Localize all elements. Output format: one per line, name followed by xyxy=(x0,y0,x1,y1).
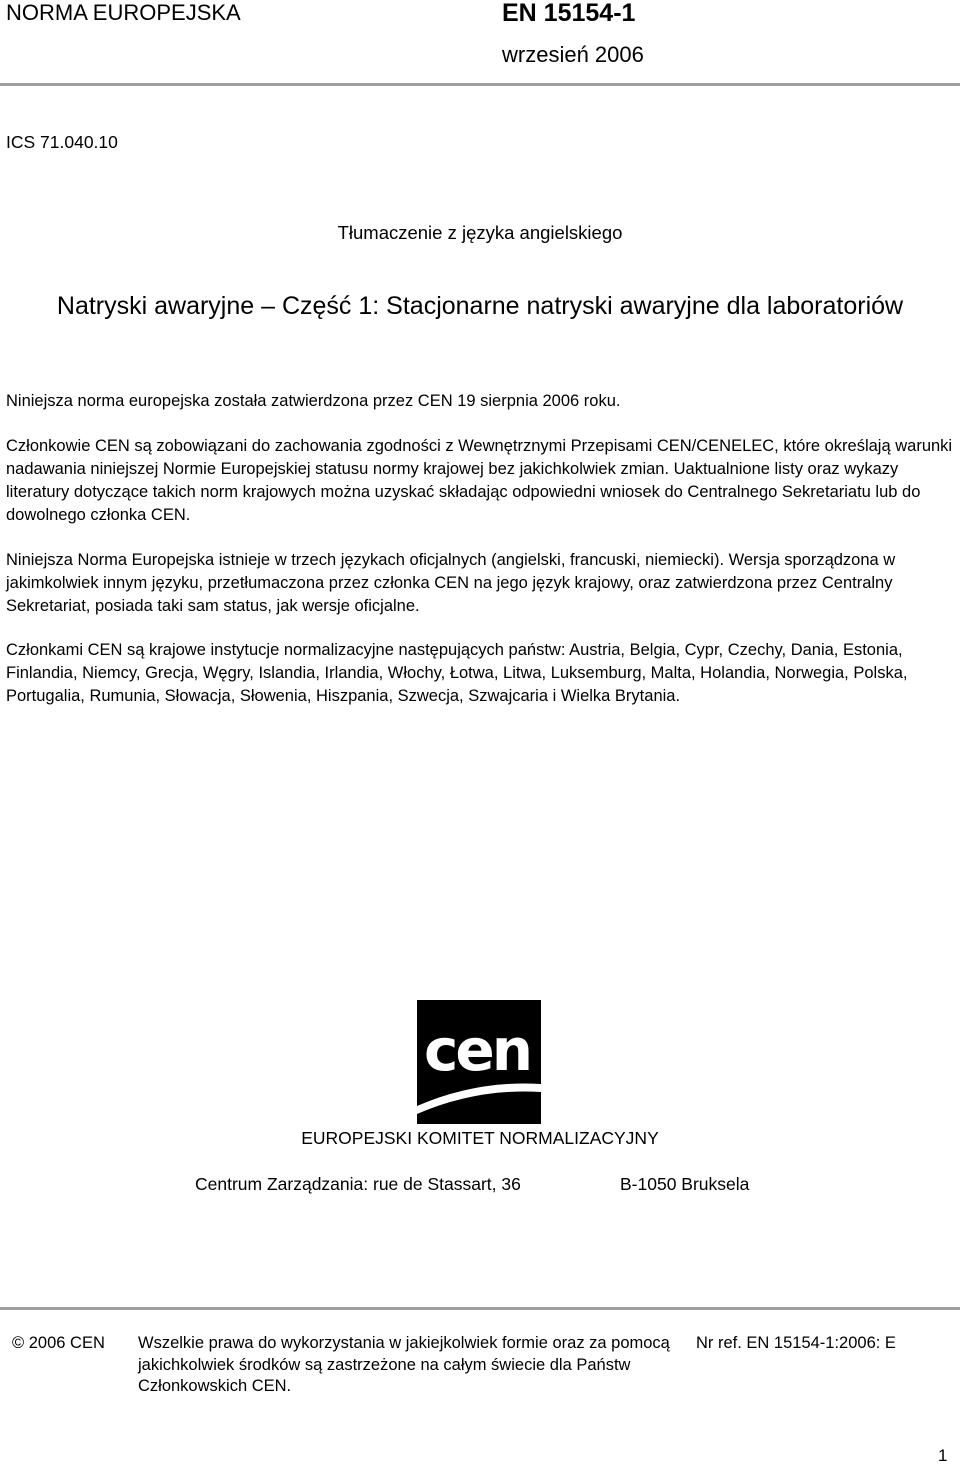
document-title: Natryski awaryjne – Część 1: Stacjonarne natryski awaryjne dla laboratoriów xyxy=(56,292,904,320)
header-divider xyxy=(0,83,960,86)
reference-number: Nr ref. EN 15154-1:2006: E xyxy=(696,1334,896,1352)
members-paragraph: Członkami CEN są krajowe instytucje normalizacyjne następujących państw: Austria, Belgia, Cypr, Czechy, Dania, Estonia, Finlandia, Niemcy, Grecja, Węgry, Islandia, Irlandia, Włochy, Łotwa, Litwa, Luksemburg, Malta, Holandia, Norwegia, Polska, Portugalia, Rumunia, Słowacja, Słowenia, Hiszpania, Szwecja, Szwajcaria i Wielka Brytania. xyxy=(6,641,908,705)
copyright-notice: © 2006 CEN xyxy=(12,1334,105,1352)
management-centre-address: Centrum Zarządzania: rue de Stassart, 36 xyxy=(195,1174,521,1194)
committee-name: EUROPEJSKI KOMITET NORMALIZACYJNY xyxy=(301,1128,659,1148)
ics-code: ICS 71.040.10 xyxy=(6,132,118,152)
publication-date: wrzesień 2006 xyxy=(502,42,644,67)
translation-note: Tłumaczenie z języka angielskiego xyxy=(337,222,623,243)
norm-type-label: NORMA EUROPEJSKA xyxy=(6,0,241,25)
city-postcode: B-1050 Bruksela xyxy=(620,1174,750,1194)
page-number: 1 xyxy=(938,1446,948,1465)
cen-logo-text: cen xyxy=(423,1016,531,1084)
footer-divider xyxy=(0,1307,960,1310)
compliance-paragraph: Członkowie CEN są zobowiązani do zachowania zgodności z Wewnętrznymi Przepisami CEN/CENELEC, które określają warunki nadawania niniejszej Normie Europejskiej statusu normy krajowej bez jakichkolwiek zmian. Uaktualnione listy oraz wykazy literatury dotyczące takich norm krajowych można uzyskać składając odpowiedni wniosek do Centralnego Sekretariatu lub do dowolnego członka CEN. xyxy=(6,437,953,524)
approval-paragraph: Niniejsza norma europejska została zatwierdzona przez CEN 19 sierpnia 2006 roku. xyxy=(6,392,621,410)
cen-logo xyxy=(417,1000,541,1124)
standard-number: EN 15154-1 xyxy=(502,0,636,27)
languages-paragraph: Niniejsza Norma Europejska istnieje w trzech językach oficjalnych (angielski, francuski, niemiecki). Wersja sporządzona w jakimkolwiek innym języku, przetłumaczona przez członka CEN na jego język krajowy, oraz zatwierdzona przez Centralny Sekretariat, posiada taki sam status, jak wersje oficjalne. xyxy=(6,551,896,615)
rights-statement: Wszelkie prawa do wykorzystania w jakiejkolwiek formie oraz za pomocą jakichkolwiek środków są zastrzeżone na całym świecie dla Państw Członkowskich CEN. xyxy=(138,1334,670,1395)
